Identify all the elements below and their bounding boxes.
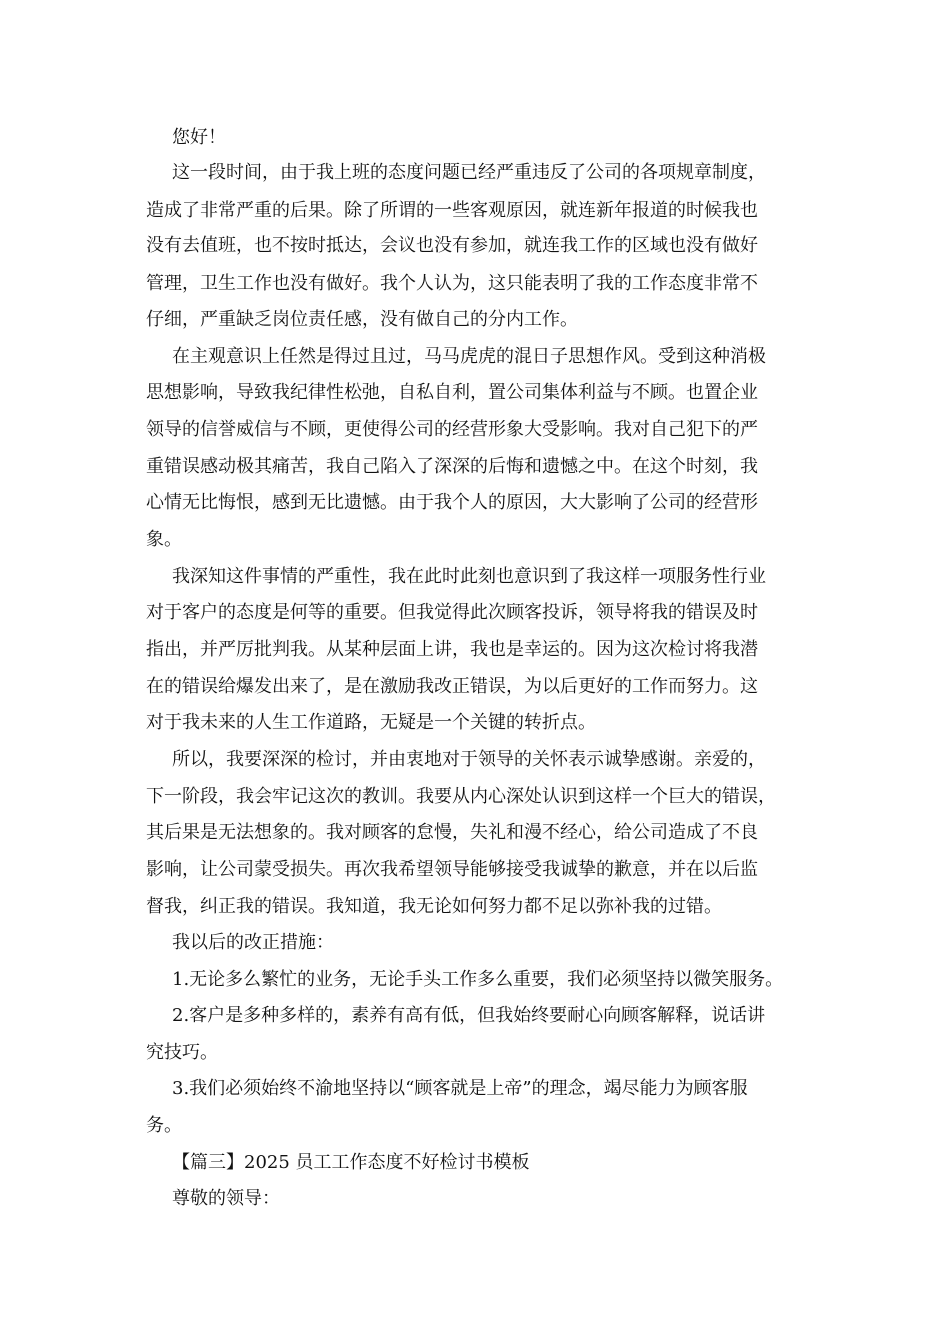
list-item: 2.客户是多种多样的，素养有高有低，但我始终要耐心向顾客解释，说话讲 bbox=[172, 1005, 766, 1026]
paragraph-line: 所以，我要深深的检讨，并由衷地对于领导的关怀表示诚挚感谢。亲爱的， bbox=[172, 749, 766, 770]
paragraph-line: 在的错误给爆发出来了，是在激励我改正错误，为以后更好的工作而努力。这 bbox=[146, 676, 758, 697]
paragraph-line: 督我，纠正我的错误。我知道，我无论如何努力都不足以弥补我的过错。 bbox=[146, 896, 722, 917]
paragraph-line: 仔细，严重缺乏岗位责任感，没有做自己的分内工作。 bbox=[146, 309, 578, 330]
list-item: 1.无论多么繁忙的业务，无论手头工作多么重要，我们必须坚持以微笑服务。 bbox=[172, 969, 784, 990]
paragraph-line: 心情无比悔恨，感到无比遗憾。由于我个人的原因，大大影响了公司的经营形 bbox=[146, 492, 758, 513]
section-heading: 【篇三】2025 员工工作态度不好检讨书模板 bbox=[172, 1152, 530, 1173]
list-item-continuation: 究技巧。 bbox=[146, 1042, 218, 1063]
paragraph-line: 在主观意识上任然是得过且过，马马虎虎的混日子思想作风。受到这种消极 bbox=[172, 346, 766, 367]
paragraph-line: 下一阶段，我会牢记这次的教训。我要从内心深处认识到这样一个巨大的错误， bbox=[146, 786, 776, 807]
list-heading: 我以后的改正措施： bbox=[172, 932, 334, 953]
paragraph-line: 其后果是无法想象的。我对顾客的怠慢，失礼和漫不经心，给公司造成了不良 bbox=[146, 822, 758, 843]
paragraph-line: 我深知这件事情的严重性，我在此时此刻也意识到了我这样一项服务性行业 bbox=[172, 566, 766, 587]
paragraph-line: 指出，并严厉批判我。从某种层面上讲，我也是幸运的。因为这次检讨将我潜 bbox=[146, 639, 758, 660]
greeting: 您好！ bbox=[172, 127, 226, 148]
paragraph-line: 造成了非常严重的后果。除了所谓的一些客观原因，就连新年报道的时候我也 bbox=[146, 200, 758, 221]
paragraph-line: 思想影响，导致我纪律性松弛，自私自利，置公司集体利益与不顾。也置企业 bbox=[146, 382, 758, 403]
paragraph-line: 重错误感动极其痛苦，我自己陷入了深深的后悔和遗憾之中。在这个时刻，我 bbox=[146, 456, 758, 477]
list-item: 3.我们必须始终不渝地坚持以“顾客就是上帝”的理念，竭尽能力为顾客服 bbox=[172, 1078, 748, 1099]
paragraph-line: 这一段时间，由于我上班的态度问题已经严重违反了公司的各项规章制度， bbox=[172, 162, 766, 183]
salutation: 尊敬的领导： bbox=[172, 1188, 280, 1209]
paragraph-line: 没有去值班，也不按时抵达，会议也没有参加，就连我工作的区域也没有做好 bbox=[146, 235, 758, 256]
paragraph-line: 领导的信誉威信与不顾，更使得公司的经营形象大受影响。我对自己犯下的严 bbox=[146, 419, 758, 440]
paragraph-line: 影响，让公司蒙受损失。再次我希望领导能够接受我诚挚的歉意，并在以后监 bbox=[146, 859, 758, 880]
paragraph-line: 象。 bbox=[146, 529, 182, 550]
list-item-continuation: 务。 bbox=[146, 1115, 182, 1136]
paragraph-line: 管理，卫生工作也没有做好。我个人认为，这只能表明了我的工作态度非常不 bbox=[146, 273, 758, 294]
paragraph-line: 对于客户的态度是何等的重要。但我觉得此次顾客投诉，领导将我的错误及时 bbox=[146, 602, 758, 623]
paragraph-line: 对于我未来的人生工作道路，无疑是一个关键的转折点。 bbox=[146, 712, 596, 733]
